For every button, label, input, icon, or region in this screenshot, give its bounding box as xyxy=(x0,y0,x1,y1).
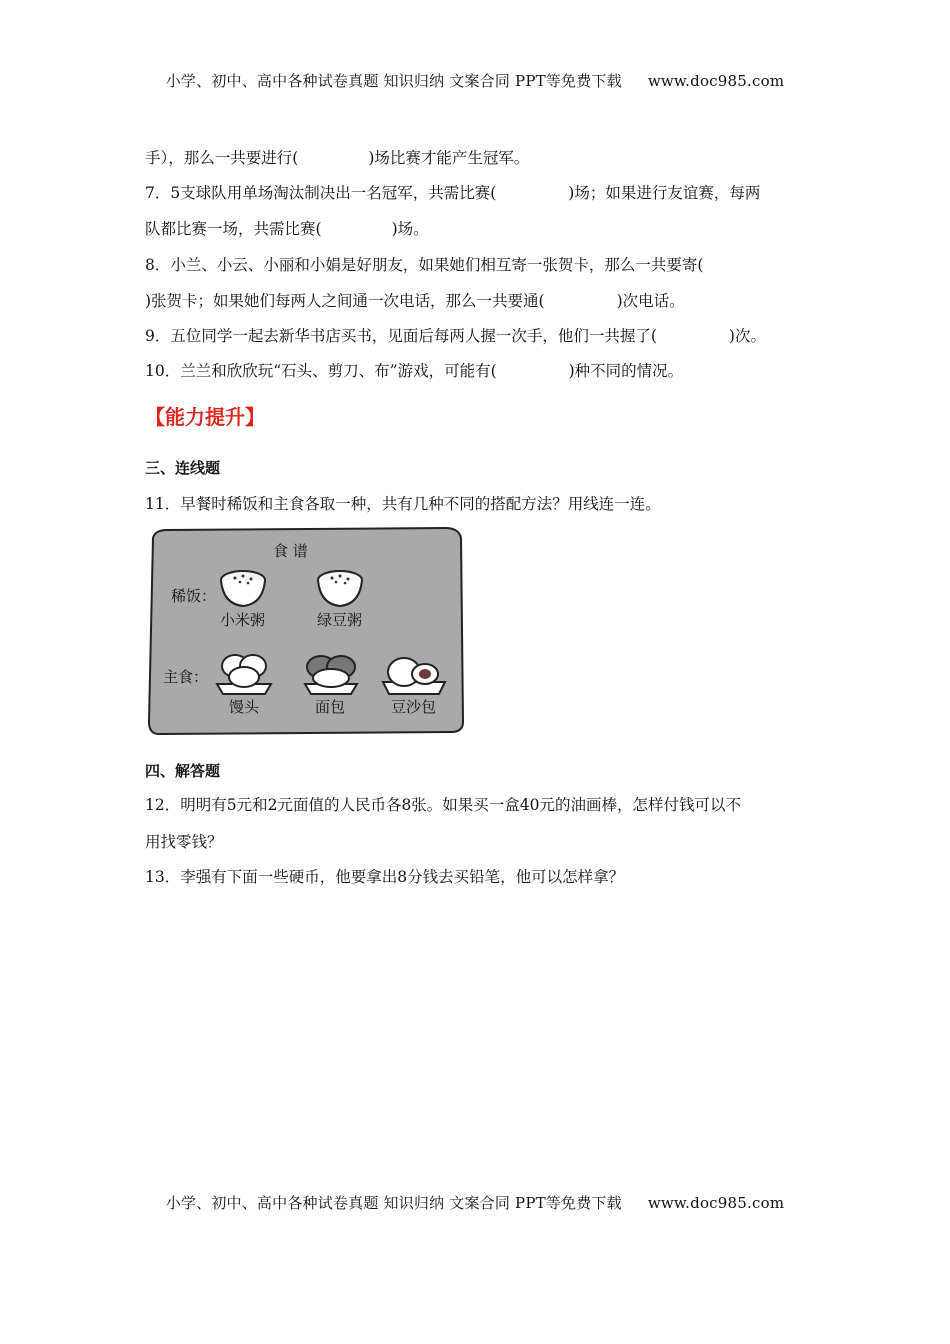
q6-text-a: 手），那么一共要进行( xyxy=(145,149,299,167)
q8-text-b: )张贺卡；如果她们每两人之间通一次电话，那么一共要通( xyxy=(145,292,545,310)
question-7-line1 xyxy=(145,181,760,203)
question-12-line1: 12．明明有5元和2元面值的人民币各8张。如果买一盒40元的油画棒，怎样付钱可以不 xyxy=(145,796,742,814)
q7-text-a: 7．5支球队用单场淘汰制决出一名冠军，共需比赛( xyxy=(145,184,497,202)
q10-text-b: )种不同的情况。 xyxy=(568,362,684,380)
q8-text-a: 8．小兰、小云、小丽和小娟是好朋友，如果她们相互寄一张贺卡，那么一共要寄( xyxy=(145,256,704,274)
question-11: 11．早餐时稀饭和主食各取一种，共有几种不同的搭配方法？用线连一连。 xyxy=(145,495,661,513)
q10-text-a: 10．兰兰和欣欣玩“石头、剪刀、布”游戏，可能有( xyxy=(145,362,497,380)
staple-item-bread: 面包 xyxy=(315,698,346,716)
q7-text-b: )场；如果进行友谊赛，每两 xyxy=(568,184,761,202)
question-9 xyxy=(145,324,766,346)
question-7-line2 xyxy=(145,217,429,239)
question-13: 13．李强有下面一些硬币，他要拿出8分钱去买铅笔，他可以怎样拿？ xyxy=(145,868,625,886)
q7-text-d: )场。 xyxy=(391,220,429,238)
question-10 xyxy=(145,359,683,381)
section-ability-heading: 【能力提升】 xyxy=(145,405,265,429)
porridge-label: 稀饭： xyxy=(171,587,217,605)
staple-item-bean-paste-bun: 豆沙包 xyxy=(391,698,437,716)
q7-text-c: 队都比赛一场，共需比赛( xyxy=(145,220,322,238)
footer-text: 小学、初中、高中各种试卷真题 知识归纳 文案合同 PPT等免费下载 xyxy=(165,1194,622,1212)
menu-title: 食 谱 xyxy=(273,542,308,560)
question-8-line1 xyxy=(145,253,703,275)
header-text: 小学、初中、高中各种试卷真题 知识归纳 文案合同 PPT等免费下载 xyxy=(165,72,622,90)
q8-text-c: )次电话。 xyxy=(616,292,685,310)
section-4-heading: 四、解答题 xyxy=(145,762,221,780)
q6-text-b: )场比赛才能产生冠军。 xyxy=(368,149,530,167)
question-12-line2: 用找零钱？ xyxy=(145,833,223,851)
question-8-line2 xyxy=(145,289,685,311)
staple-item-steamed-bun: 馒头 xyxy=(229,698,260,716)
menu-card xyxy=(145,524,467,738)
q9-text-a: 9．五位同学一起去新华书店买书，见面后每两人握一次手，他们一共握了( xyxy=(145,327,657,345)
question-6-tail xyxy=(145,146,529,168)
footer-site: www.doc985.com xyxy=(647,1194,785,1212)
staple-label: 主食： xyxy=(163,668,209,686)
page-header xyxy=(0,70,950,91)
page-footer xyxy=(0,1192,950,1213)
porridge-item-mung-bean: 绿豆粥 xyxy=(317,611,363,629)
porridge-item-millet: 小米粥 xyxy=(220,611,266,629)
bread-icon xyxy=(305,656,357,694)
section-3-heading: 三、连线题 xyxy=(145,459,221,477)
header-site: www.doc985.com xyxy=(647,72,785,90)
q9-text-b: )次。 xyxy=(728,327,766,345)
